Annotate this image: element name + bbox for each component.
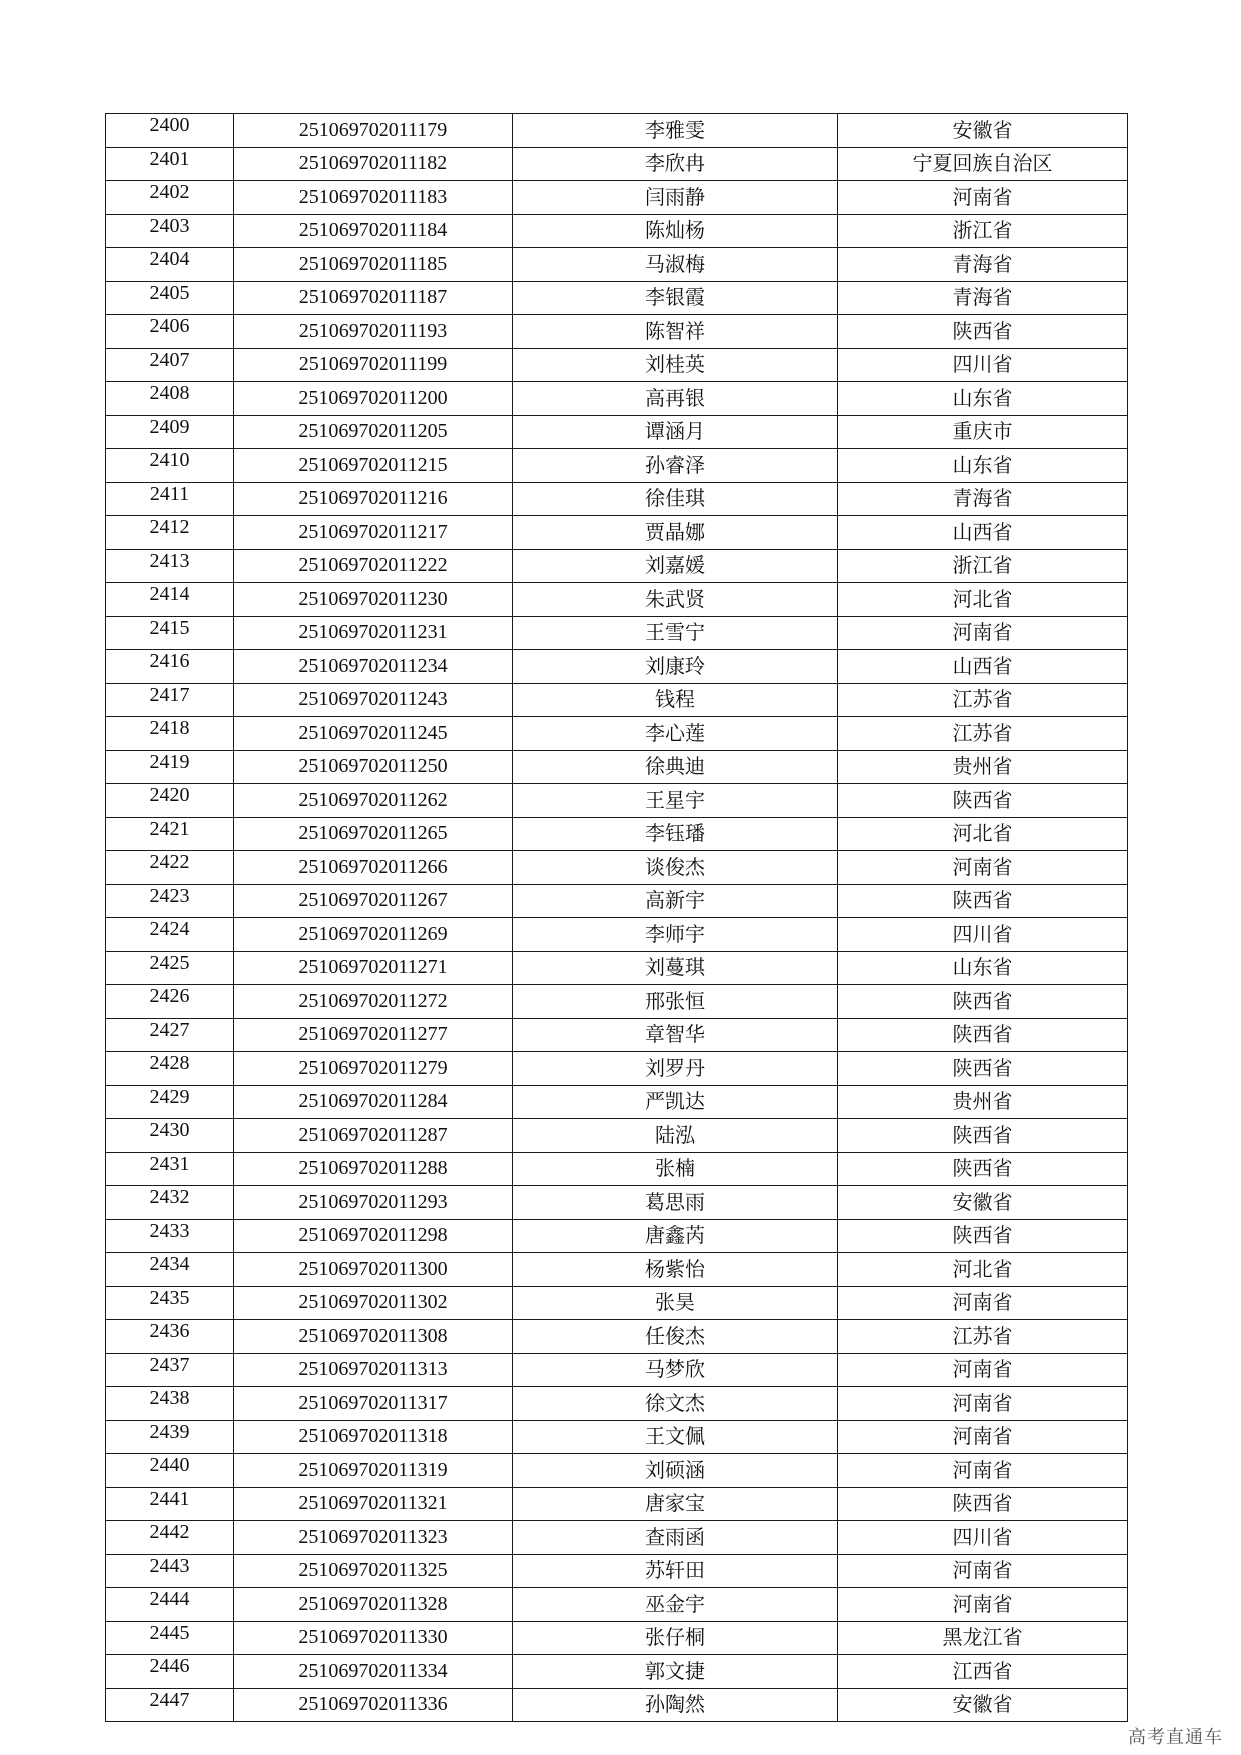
candidate-id-cell: 251069702011269 [234,918,513,952]
row-number-cell: 2413 [106,549,234,583]
candidate-name-cell: 刘康玲 [513,650,838,684]
candidate-name-cell: 郭文捷 [513,1655,838,1689]
province-cell: 江苏省 [838,1320,1128,1354]
table-row [106,750,1128,784]
row-number-cell: 2444 [106,1588,234,1622]
candidate-name-cell: 陈灿杨 [513,214,838,248]
province-cell: 青海省 [838,248,1128,282]
row-number-cell: 2409 [106,415,234,449]
province-cell: 陕西省 [838,1119,1128,1153]
candidate-id-cell: 251069702011284 [234,1085,513,1119]
province-cell: 安徽省 [838,1688,1128,1722]
province-cell: 江西省 [838,1655,1128,1689]
province-cell: 山西省 [838,516,1128,550]
candidate-name-cell: 李钰璠 [513,817,838,851]
candidate-id-cell: 251069702011300 [234,1253,513,1287]
table-row [106,1688,1128,1722]
row-number-cell: 2420 [106,784,234,818]
row-number-cell: 2431 [106,1152,234,1186]
candidate-name-cell: 刘罗丹 [513,1052,838,1086]
table-row [106,583,1128,617]
candidate-name-cell: 谭涵月 [513,415,838,449]
province-cell: 河南省 [838,1554,1128,1588]
candidate-id-cell: 251069702011336 [234,1688,513,1722]
candidate-id-cell: 251069702011215 [234,449,513,483]
province-cell: 山西省 [838,650,1128,684]
candidate-id-cell: 251069702011328 [234,1588,513,1622]
table-row [106,1018,1128,1052]
province-cell: 河南省 [838,1588,1128,1622]
candidate-id-cell: 251069702011277 [234,1018,513,1052]
table-row [106,114,1128,148]
candidate-id-cell: 251069702011313 [234,1353,513,1387]
table-row [106,1554,1128,1588]
candidate-name-cell: 高新宇 [513,884,838,918]
province-cell: 黑龙江省 [838,1621,1128,1655]
province-cell: 河南省 [838,1353,1128,1387]
table-row [106,1521,1128,1555]
row-number-cell: 2447 [106,1688,234,1722]
candidate-id-cell: 251069702011200 [234,382,513,416]
table-row [106,1454,1128,1488]
row-number-cell: 2433 [106,1219,234,1253]
candidate-id-cell: 251069702011187 [234,281,513,315]
table-row [106,650,1128,684]
province-cell: 陕西省 [838,1487,1128,1521]
row-number-cell: 2446 [106,1655,234,1689]
candidate-name-cell: 唐鑫芮 [513,1219,838,1253]
table-row [106,415,1128,449]
candidate-id-cell: 251069702011262 [234,784,513,818]
table-row [106,348,1128,382]
candidate-name-cell: 马梦欣 [513,1353,838,1387]
table-row [106,1320,1128,1354]
candidate-table-body [106,114,1128,1722]
row-number-cell: 2445 [106,1621,234,1655]
candidate-name-cell: 李心莲 [513,717,838,751]
table-row [106,851,1128,885]
row-number-cell: 2429 [106,1085,234,1119]
candidate-id-cell: 251069702011205 [234,415,513,449]
candidate-name-cell: 查雨函 [513,1521,838,1555]
candidate-id-cell: 251069702011182 [234,147,513,181]
candidate-id-cell: 251069702011243 [234,683,513,717]
candidate-id-cell: 251069702011272 [234,985,513,1019]
table-row [106,315,1128,349]
candidate-id-cell: 251069702011265 [234,817,513,851]
row-number-cell: 2435 [106,1286,234,1320]
candidate-id-cell: 251069702011199 [234,348,513,382]
candidate-id-cell: 251069702011217 [234,516,513,550]
table-row [106,1420,1128,1454]
candidate-name-cell: 刘嘉媛 [513,549,838,583]
province-cell: 山东省 [838,449,1128,483]
table-row [106,516,1128,550]
table-row [106,248,1128,282]
table-row [106,1353,1128,1387]
candidate-name-cell: 唐家宝 [513,1487,838,1521]
province-cell: 安徽省 [838,1186,1128,1220]
candidate-id-cell: 251069702011222 [234,549,513,583]
table-row [106,1253,1128,1287]
candidate-name-cell: 李师宇 [513,918,838,952]
candidate-name-cell: 刘硕涵 [513,1454,838,1488]
candidate-name-cell: 徐典迪 [513,750,838,784]
row-number-cell: 2400 [106,114,234,148]
candidate-id-cell: 251069702011323 [234,1521,513,1555]
candidate-name-cell: 徐佳琪 [513,482,838,516]
table-row [106,1621,1128,1655]
candidate-name-cell: 巫金宇 [513,1588,838,1622]
candidate-name-cell: 张楠 [513,1152,838,1186]
row-number-cell: 2407 [106,348,234,382]
candidate-id-cell: 251069702011250 [234,750,513,784]
province-cell: 河南省 [838,181,1128,215]
candidate-name-cell: 朱武贤 [513,583,838,617]
province-cell: 陕西省 [838,1018,1128,1052]
row-number-cell: 2425 [106,951,234,985]
table-row [106,1085,1128,1119]
candidate-table [105,113,1128,1722]
row-number-cell: 2432 [106,1186,234,1220]
table-row [106,449,1128,483]
candidate-name-cell: 李雅雯 [513,114,838,148]
row-number-cell: 2437 [106,1353,234,1387]
table-row [106,382,1128,416]
table-row [106,1152,1128,1186]
row-number-cell: 2401 [106,147,234,181]
row-number-cell: 2419 [106,750,234,784]
candidate-name-cell: 钱程 [513,683,838,717]
row-number-cell: 2442 [106,1521,234,1555]
province-cell: 江苏省 [838,683,1128,717]
candidate-name-cell: 章智华 [513,1018,838,1052]
province-cell: 河南省 [838,1387,1128,1421]
province-cell: 安徽省 [838,114,1128,148]
table-row [106,683,1128,717]
table-row [106,1052,1128,1086]
province-cell: 陕西省 [838,1219,1128,1253]
row-number-cell: 2415 [106,616,234,650]
table-row [106,985,1128,1019]
candidate-id-cell: 251069702011287 [234,1119,513,1153]
candidate-name-cell: 葛思雨 [513,1186,838,1220]
candidate-id-cell: 251069702011321 [234,1487,513,1521]
table-row [106,884,1128,918]
table-row [106,918,1128,952]
table-row [106,1588,1128,1622]
candidate-name-cell: 闫雨静 [513,181,838,215]
candidate-id-cell: 251069702011334 [234,1655,513,1689]
province-cell: 陕西省 [838,1052,1128,1086]
province-cell: 青海省 [838,281,1128,315]
row-number-cell: 2441 [106,1487,234,1521]
table-row [106,147,1128,181]
province-cell: 四川省 [838,348,1128,382]
row-number-cell: 2440 [106,1454,234,1488]
province-cell: 重庆市 [838,415,1128,449]
candidate-name-cell: 任俊杰 [513,1320,838,1354]
candidate-name-cell: 杨紫怡 [513,1253,838,1287]
province-cell: 浙江省 [838,214,1128,248]
candidate-name-cell: 王文佩 [513,1420,838,1454]
candidate-id-cell: 251069702011330 [234,1621,513,1655]
province-cell: 山东省 [838,382,1128,416]
table-row [106,616,1128,650]
province-cell: 青海省 [838,482,1128,516]
candidate-name-cell: 苏轩田 [513,1554,838,1588]
candidate-id-cell: 251069702011293 [234,1186,513,1220]
row-number-cell: 2438 [106,1387,234,1421]
row-number-cell: 2403 [106,214,234,248]
row-number-cell: 2422 [106,851,234,885]
candidate-name-cell: 孙睿泽 [513,449,838,483]
row-number-cell: 2417 [106,683,234,717]
candidate-name-cell: 王雪宁 [513,616,838,650]
candidate-id-cell: 251069702011179 [234,114,513,148]
row-number-cell: 2411 [106,482,234,516]
candidate-name-cell: 高再银 [513,382,838,416]
table-row [106,817,1128,851]
row-number-cell: 2416 [106,650,234,684]
province-cell: 河北省 [838,1253,1128,1287]
province-cell: 河北省 [838,817,1128,851]
table-row [106,717,1128,751]
province-cell: 陕西省 [838,1152,1128,1186]
province-cell: 陕西省 [838,784,1128,818]
province-cell: 浙江省 [838,549,1128,583]
row-number-cell: 2439 [106,1420,234,1454]
row-number-cell: 2428 [106,1052,234,1086]
table-row [106,1186,1128,1220]
table-row [106,1655,1128,1689]
candidate-id-cell: 251069702011231 [234,616,513,650]
row-number-cell: 2410 [106,449,234,483]
candidate-name-cell: 严凯达 [513,1085,838,1119]
province-cell: 四川省 [838,1521,1128,1555]
province-cell: 江苏省 [838,717,1128,751]
candidate-id-cell: 251069702011271 [234,951,513,985]
candidate-id-cell: 251069702011308 [234,1320,513,1354]
province-cell: 河南省 [838,616,1128,650]
row-number-cell: 2404 [106,248,234,282]
candidate-name-cell: 徐文杰 [513,1387,838,1421]
candidate-name-cell: 孙陶然 [513,1688,838,1722]
candidate-id-cell: 251069702011298 [234,1219,513,1253]
row-number-cell: 2402 [106,181,234,215]
province-cell: 河南省 [838,1420,1128,1454]
candidate-id-cell: 251069702011193 [234,315,513,349]
province-cell: 四川省 [838,918,1128,952]
candidate-id-cell: 251069702011234 [234,650,513,684]
row-number-cell: 2408 [106,382,234,416]
watermark-text: 高考直通车 [1128,1727,1223,1748]
row-number-cell: 2443 [106,1554,234,1588]
candidate-name-cell: 王星宇 [513,784,838,818]
table-row [106,1487,1128,1521]
table-row [106,214,1128,248]
candidate-name-cell: 陈智祥 [513,315,838,349]
table-row [106,181,1128,215]
candidate-id-cell: 251069702011288 [234,1152,513,1186]
province-cell: 宁夏回族自治区 [838,147,1128,181]
table-row [106,1219,1128,1253]
row-number-cell: 2421 [106,817,234,851]
candidate-name-cell: 刘蔓琪 [513,951,838,985]
candidate-id-cell: 251069702011279 [234,1052,513,1086]
table-row [106,482,1128,516]
candidate-name-cell: 陆泓 [513,1119,838,1153]
candidate-name-cell: 李银霞 [513,281,838,315]
row-number-cell: 2412 [106,516,234,550]
province-cell: 山东省 [838,951,1128,985]
row-number-cell: 2424 [106,918,234,952]
province-cell: 陕西省 [838,985,1128,1019]
table-row [106,1119,1128,1153]
candidate-id-cell: 251069702011267 [234,884,513,918]
candidate-id-cell: 251069702011230 [234,583,513,617]
table-row [106,1286,1128,1320]
candidate-id-cell: 251069702011183 [234,181,513,215]
province-cell: 河北省 [838,583,1128,617]
candidate-name-cell: 刘桂英 [513,348,838,382]
candidate-id-cell: 251069702011216 [234,482,513,516]
candidate-id-cell: 251069702011325 [234,1554,513,1588]
province-cell: 陕西省 [838,884,1128,918]
candidate-name-cell: 李欣冉 [513,147,838,181]
province-cell: 陕西省 [838,315,1128,349]
table-row [106,549,1128,583]
row-number-cell: 2426 [106,985,234,1019]
table-row [106,1387,1128,1421]
candidate-id-cell: 251069702011185 [234,248,513,282]
candidate-name-cell: 张昊 [513,1286,838,1320]
row-number-cell: 2423 [106,884,234,918]
candidate-id-cell: 251069702011245 [234,717,513,751]
table-row [106,281,1128,315]
row-number-cell: 2436 [106,1320,234,1354]
province-cell: 河南省 [838,1286,1128,1320]
table-row [106,951,1128,985]
row-number-cell: 2427 [106,1018,234,1052]
candidate-id-cell: 251069702011318 [234,1420,513,1454]
candidate-id-cell: 251069702011317 [234,1387,513,1421]
candidate-id-cell: 251069702011319 [234,1454,513,1488]
candidate-name-cell: 张仔桐 [513,1621,838,1655]
candidate-id-cell: 251069702011266 [234,851,513,885]
province-cell: 贵州省 [838,750,1128,784]
province-cell: 河南省 [838,851,1128,885]
row-number-cell: 2414 [106,583,234,617]
table-row [106,784,1128,818]
candidate-name-cell: 邢张恒 [513,985,838,1019]
row-number-cell: 2418 [106,717,234,751]
candidate-name-cell: 马淑梅 [513,248,838,282]
candidate-name-cell: 贾晶娜 [513,516,838,550]
candidate-id-cell: 251069702011184 [234,214,513,248]
candidate-id-cell: 251069702011302 [234,1286,513,1320]
row-number-cell: 2405 [106,281,234,315]
candidate-name-cell: 谈俊杰 [513,851,838,885]
row-number-cell: 2430 [106,1119,234,1153]
province-cell: 贵州省 [838,1085,1128,1119]
row-number-cell: 2434 [106,1253,234,1287]
row-number-cell: 2406 [106,315,234,349]
province-cell: 河南省 [838,1454,1128,1488]
